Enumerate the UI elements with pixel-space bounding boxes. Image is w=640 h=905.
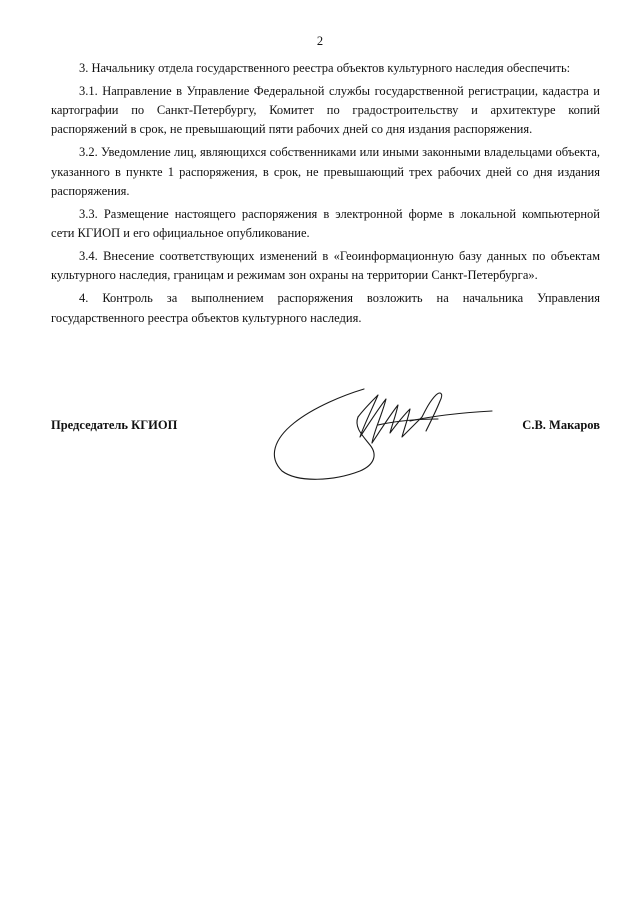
signatory-name: С.В. Макаров (522, 418, 600, 432)
handwritten-signature (268, 385, 494, 485)
paragraph-3-3: 3.3. Размещение настоящего распоряжения в электронной форме в локальной компьютерной сети КГИОП и его официальное опубликование. (51, 206, 600, 241)
paragraph-3: 3. Начальнику отдела государственного реестра объектов культурного наследия обеспечить: (79, 61, 571, 75)
paragraph-3-2: 3.2. Уведомление лиц, являющихся собственниками или иными законными владельцами объекта, указанного в пункте 1 распоряжения, в срок, не превышающий трех рабочих дней со дня издания распоряжения. (51, 145, 600, 198)
paragraph-3-1: 3.1. Направление в Управление Федеральной службы государственной регистрации, кадастра и картографии по Санкт-Петербургу, Комитет по градостроительству и архитектуре копий распоряжений в срок, не превышающий пяти рабочих дней со дня издания распоряжения. (51, 83, 600, 137)
paragraph-3-4: 3.4. Внесение соответствующих изменений в «Геоинформационную базу данных по объектам культурного наследия, границам и режимам зон охраны на территории Санкт-Петербурга». (51, 249, 600, 283)
paragraph-4: 4. Контроль за выполнением распоряжения возложить на начальника Управления государственного реестра объектов культурного наследия. (51, 291, 600, 325)
document-body (51, 59, 600, 331)
signatory-title: Председатель КГИОП (51, 418, 178, 432)
page-number: 2 (316, 34, 324, 48)
